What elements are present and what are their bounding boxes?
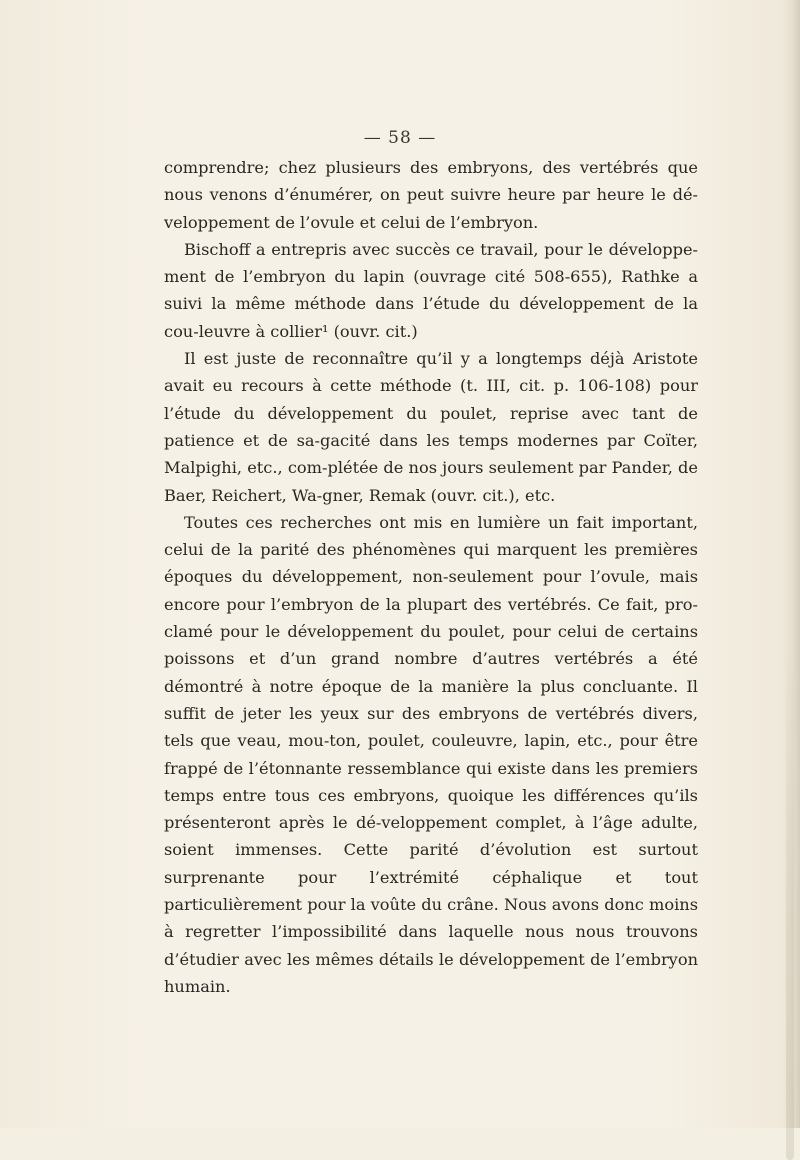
paragraph-bischoff: Bischoff a entrepris avec succès ce travail, pour le développe-ment de l’embryon du lapin (ouvrage cité 508-655), Rathke a suivi la même méthode dans l’étude du développement de la cou-leuvre à collier¹ (ouvr. cit.) bbox=[164, 239, 698, 341]
paragraph-continued: comprendre; chez plusieurs des embryons, des vertébrés que nous venons d’énumérer, on peut suivre heure par heure le dé-veloppement de l’ovule et celui de l’embryon. bbox=[164, 158, 698, 232]
paragraph-recherches: Toutes ces recherches ont mis en lumière un fait important, celui de la parité des phénomènes qui marquent les premières époques du développement, non-seulement pour l’ovule, mais encore pour l’embryon de la plupart des vertébrés. Ce fait, pro-clamé pour le développement du poulet, pour celui de certains poissons et d’un grand nombre d’autres vertébrés a été démontré à notre époque de la manière la plus concluante. Il suffit de jeter les yeux sur des embryons de vertébrés divers, tels que veau, mou-ton, poulet, couleuvre, lapin, etc., pour être frappé de l’étonnante ressemblance qui existe dans les premiers temps entre tous ces embryons, quoique les différences qu’ils présenteront après le dé-veloppement complet, à l’âge adulte, soient immenses. Cette parité d’évolution est surtout surprenante pour l’extrémité céphalique et tout particulièrement pour la voûte du crâne. Nous avons donc moins à regretter l’impossibilité dans laquelle nous nous trouvons d’étudier avec les mêmes détails le développement de l’embryon humain. bbox=[164, 512, 698, 996]
page-number: — 58 — bbox=[363, 128, 437, 148]
paper-stain bbox=[786, 640, 794, 1160]
body-text bbox=[164, 154, 698, 1000]
paragraph-aristote: Il est juste de reconnaître qu’il y a longtemps déjà Aristote avait eu recours à cette méthode (t. III, cit. p. 106-108) pour l’étude du développement du poulet, reprise avec tant de patience et de sa-gacité dans les temps modernes par Coïter, Malpighi, etc., com-plétée de nos jours seulement par Pander, de Baer, Reichert, Wa-gner, Remak (ouvr. cit.), etc. bbox=[164, 349, 698, 505]
